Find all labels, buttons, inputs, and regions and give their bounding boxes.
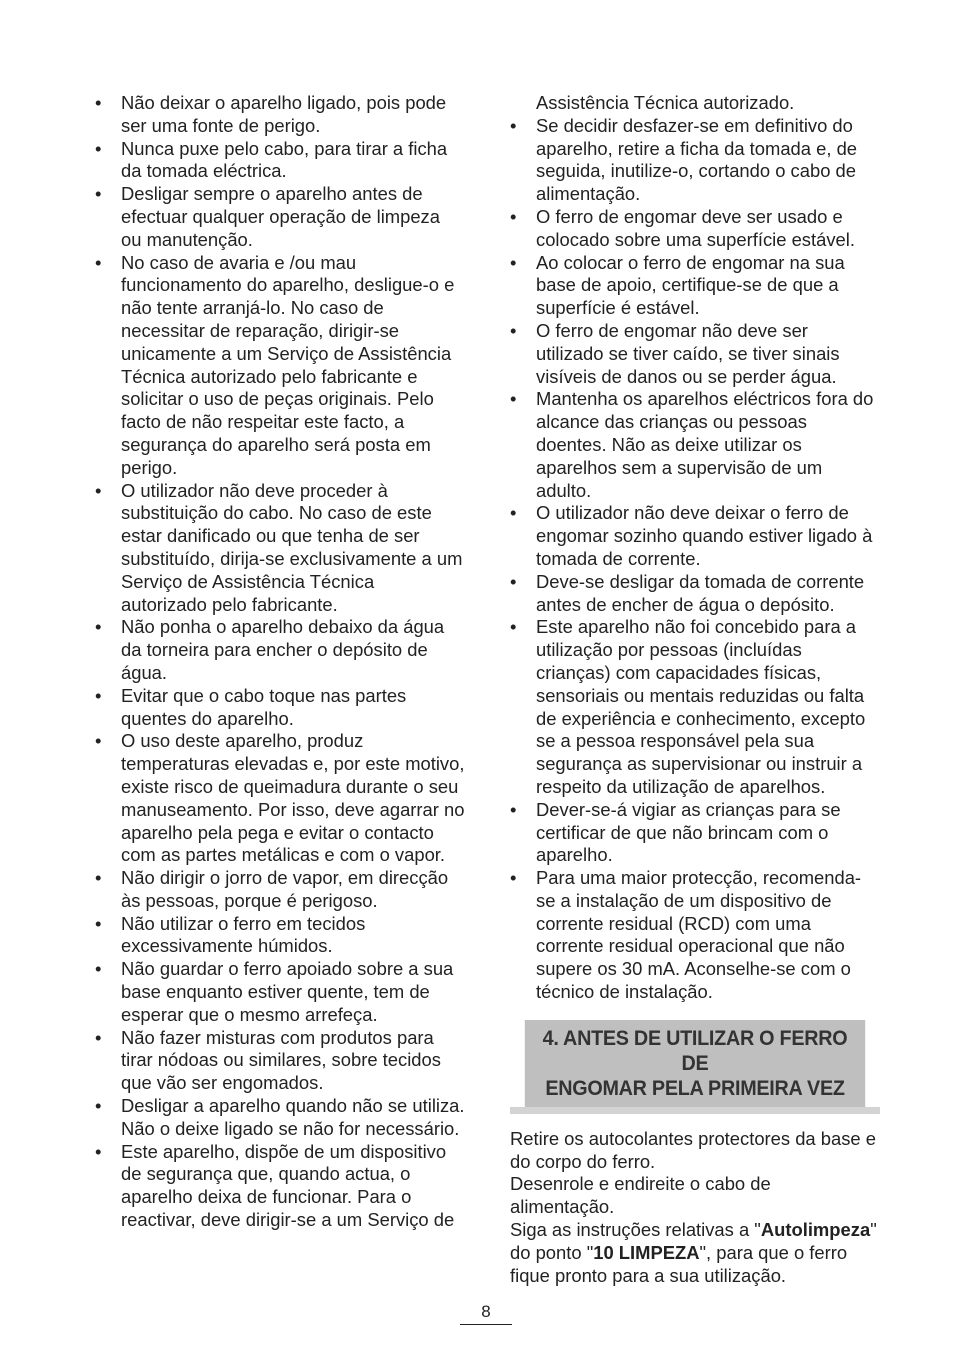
bullet: • — [95, 251, 102, 273]
intro-paragraph: Desenrole e endireite o cabo de alimentação. — [510, 1173, 771, 1218]
list-item: • No caso de avaria e /ou mau funcionamento do aparelho, desligue-o e não tente arranjá-lo. No caso de necessitar de reparação, dirigir-se unicamente a um Serviço de Assistência Técnica autorizado pelo fabricante e solicitar o uso de peças originais. Pelo facto de não respeitar este facto, a segurança do aparelho será posta em perigo. — [95, 251, 455, 478]
bullet: • — [510, 798, 517, 820]
list-item: • Não dirigir o jorro de vapor, em direcção às pessoas, porque é perigoso. — [95, 867, 449, 911]
list-item: • Para uma maior protecção, recomenda-se a instalação de um dispositivo de corrente residual (RCD) com uma corrente residual operacional que não supere os 30 mA. Aconselhe-se com o técnico de instalação. — [510, 867, 862, 1003]
list-item: • Não ponha o aparelho debaixo da água da torneira para encher o depósito de água. — [95, 616, 445, 683]
bold-ref-autolimpeza: Autolimpeza — [760, 1219, 871, 1241]
bullet: • — [95, 730, 102, 752]
bullet: • — [95, 958, 102, 980]
list-item: • O ferro de engomar deve ser usado e colocado sobre uma superfície estável. — [510, 205, 855, 250]
bullet: • — [510, 388, 517, 410]
bullet: • — [95, 479, 102, 501]
bullet: • — [95, 1026, 102, 1048]
bullet: • — [95, 137, 102, 159]
bullet: • — [510, 114, 517, 136]
bullet: • — [510, 570, 517, 592]
bullet: • — [95, 684, 102, 706]
intro-paragraph: Retire os autocolantes protectores da base e do corpo do ferro. — [510, 1127, 876, 1172]
list-item: • O uso deste aparelho, produz temperaturas elevadas e, por este motivo, existe risco de queimadura durante o seu manuseamento. Por isso, deve agarrar no aparelho pela pega e evitar o contacto com as partes metálicas e com o vapor. — [95, 730, 465, 866]
list-item: • Deve-se desligar da tomada de corrente antes de encher de água o depósito. — [510, 570, 865, 615]
safety-list-left — [95, 92, 465, 1232]
list-item: • Dever-se-á vigiar as crianças para se certificar de que não brincam com o aparelho. — [510, 798, 841, 866]
section-heading-line2: ENGOMAR PELA PRIMEIRA VEZ — [545, 1075, 845, 1100]
bullet: • — [510, 319, 517, 341]
list-item: • Não fazer misturas com produtos para tirar nódoas ou similares, sobre tecidos que vão ser engomados. — [95, 1026, 441, 1094]
bullet: • — [510, 205, 517, 227]
intro-paragraph: Siga as instruções relativas a "Autolimpeza" do ponto "10 LIMPEZA", para que o ferro fique pronto para a sua utilização. — [510, 1219, 877, 1286]
bullet: • — [95, 1095, 102, 1117]
bullet: • — [95, 867, 102, 889]
heading-underline — [510, 1107, 880, 1114]
right-column — [510, 92, 880, 1287]
page-number: 8 — [460, 1302, 512, 1325]
bullet: • — [95, 92, 102, 113]
list-item: • Ao colocar o ferro de engomar na sua base de apoio, certifique-se de que a superfície é estável. — [510, 251, 845, 319]
safety-list-right — [510, 115, 880, 1004]
bold-ref-limpeza: 10 LIMPEZA — [593, 1241, 700, 1263]
bullet: • — [510, 502, 517, 524]
bullet: • — [95, 616, 102, 638]
bullet: • — [95, 183, 102, 205]
list-item: • Este aparelho não foi concebido para a utilização por pessoas (incluídas crianças) com capacidades físicas, sensoriais ou mentais reduzidas ou falta de experiência e conhecimento, excepto se a pessoa responsável pela sua segurança as supervisionar ou instruir a respeito da utilização de aparelhos. — [510, 616, 866, 797]
list-item: • Desligar sempre o aparelho antes de efectuar qualquer operação de limpeza ou manutenção. — [95, 183, 440, 250]
bullet: • — [510, 251, 517, 273]
list-item: • Não guardar o ferro apoiado sobre a sua base enquanto estiver quente, tem de esperar que o mesmo arrefeça. — [95, 958, 454, 1025]
bullet: • — [95, 912, 102, 934]
list-item: • Se decidir desfazer-se em definitivo do aparelho, retire a ficha da tomada e, de seguida, inutilize-o, cortando o cabo de alimentação. — [510, 114, 858, 205]
bullet: • — [510, 616, 517, 638]
list-continuation: Assistência Técnica autorizado. — [536, 92, 795, 113]
list-item: • Evitar que o cabo toque nas partes quentes do aparelho. — [95, 684, 407, 729]
left-column — [95, 92, 465, 1232]
list-item: • Nunca puxe pelo cabo, para tirar a ficha da tomada eléctrica. — [95, 137, 448, 182]
list-item: • O utilizador não deve proceder à substituição do cabo. No caso de este estar danificado ou que tenha de ser substituído, dirija-se exclusivamente a um Serviço de Assistência Técnica autorizado pelo fabricante. — [95, 479, 463, 615]
bullet: • — [95, 1140, 102, 1162]
list-item: • Desligar a aparelho quando não se utiliza. Não o deixe ligado se não for necessário. — [95, 1095, 465, 1139]
list-item: • Não deixar o aparelho ligado, pois pode ser uma fonte de perigo. — [95, 92, 447, 136]
list-item: • O ferro de engomar não deve ser utilizado se tiver caído, se tiver sinais visíveis de danos ou se perder água. — [510, 319, 840, 387]
section-intro — [510, 1128, 880, 1288]
list-item: • Mantenha os aparelhos eléctricos fora do alcance das crianças ou pessoas doentes. Não as deixe utilizar os aparelhos sem a supervisão de um adulto. — [510, 388, 874, 501]
section-heading — [510, 1020, 880, 1114]
list-item: • O utilizador não deve deixar o ferro de engomar sozinho quando estiver ligado à tomada de corrente. — [510, 502, 873, 569]
list-item: • Não utilizar o ferro em tecidos excessivamente húmidos. — [95, 912, 366, 957]
section-heading-line1: 4. ANTES DE UTILIZAR O FERRO DE — [542, 1025, 848, 1075]
bullet: • — [510, 867, 517, 889]
list-item: • Este aparelho, dispõe de um dispositivo de segurança que, quando actua, o aparelho deixa de funcionar. Para o reactivar, deve dirigir-se a um Serviço de — [95, 1140, 455, 1231]
section-heading-box — [525, 1020, 865, 1107]
